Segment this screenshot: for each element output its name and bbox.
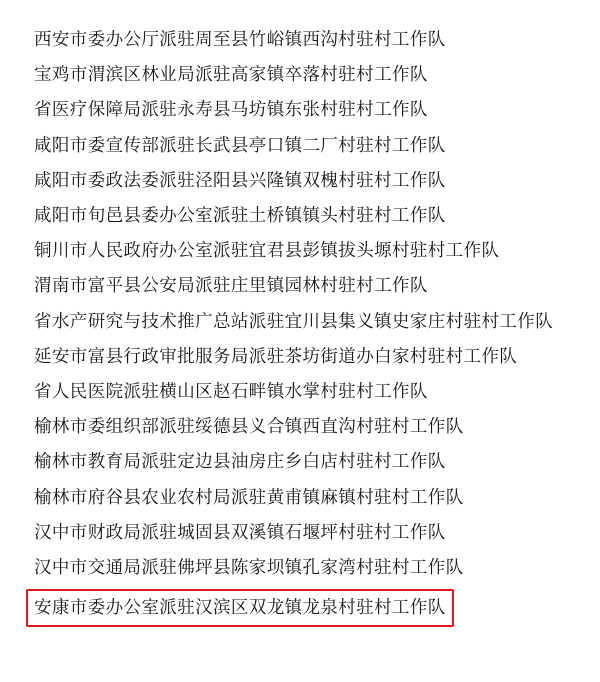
list-item: 西安市委办公厅派驻周至县竹峪镇西沟村驻村工作队 — [34, 29, 446, 49]
list-item: 省人民医院派驻横山区赵石畔镇水掌村驻村工作队 — [34, 381, 428, 402]
list-item: 省水产研究与技术推广总站派驻宜川县集义镇史家庄村驻村工作队 — [34, 310, 554, 331]
list-item: 咸阳市委政法委派驻泾阳县兴隆镇双槐村驻村工作队 — [34, 169, 446, 190]
list-item: 延安市富县行政审批服务局派驻茶坊街道办白家村驻村工作队 — [34, 345, 518, 366]
list-item: 铜川市人民政府办公室派驻宜君县彭镇拔头塬村驻村工作队 — [34, 240, 500, 261]
list-item: 榆林市府谷县农业农村局派驻黄甫镇麻镇村驻村工作队 — [34, 486, 464, 507]
list-item: 汉中市财政局派驻城固县双溪镇石堰坪村驻村工作队 — [34, 521, 446, 542]
list-item: 咸阳市旬邑县委办公室派驻土桥镇镇头村驻村工作队 — [34, 205, 446, 226]
list-item: 咸阳市委宣传部派驻长武县亭口镇二厂村驻村工作队 — [34, 134, 446, 155]
list-item: 宝鸡市渭滨区林业局派驻高家镇卒落村驻村工作队 — [34, 64, 428, 85]
list-item: 省医疗保障局派驻永寿县马坊镇东张村驻村工作队 — [34, 99, 428, 120]
highlighted-list-item: 安康市委办公室派驻汉滨区双龙镇龙泉村驻村工作队 — [26, 589, 454, 627]
list-item: 榆林市委组织部派驻绥德县义合镇西直沟村驻村工作队 — [34, 416, 464, 437]
highlighted-entry-wrapper — [34, 585, 566, 627]
entry-list — [34, 22, 566, 627]
list-item: 榆林市教育局派驻定边县油房庄乡白店村驻村工作队 — [34, 451, 446, 472]
list-item: 汉中市交通局派驻佛坪县陈家坝镇孔家湾村驻村工作队 — [34, 557, 464, 578]
list-item: 渭南市富平县公安局派驻庄里镇园林村驻村工作队 — [34, 275, 428, 296]
